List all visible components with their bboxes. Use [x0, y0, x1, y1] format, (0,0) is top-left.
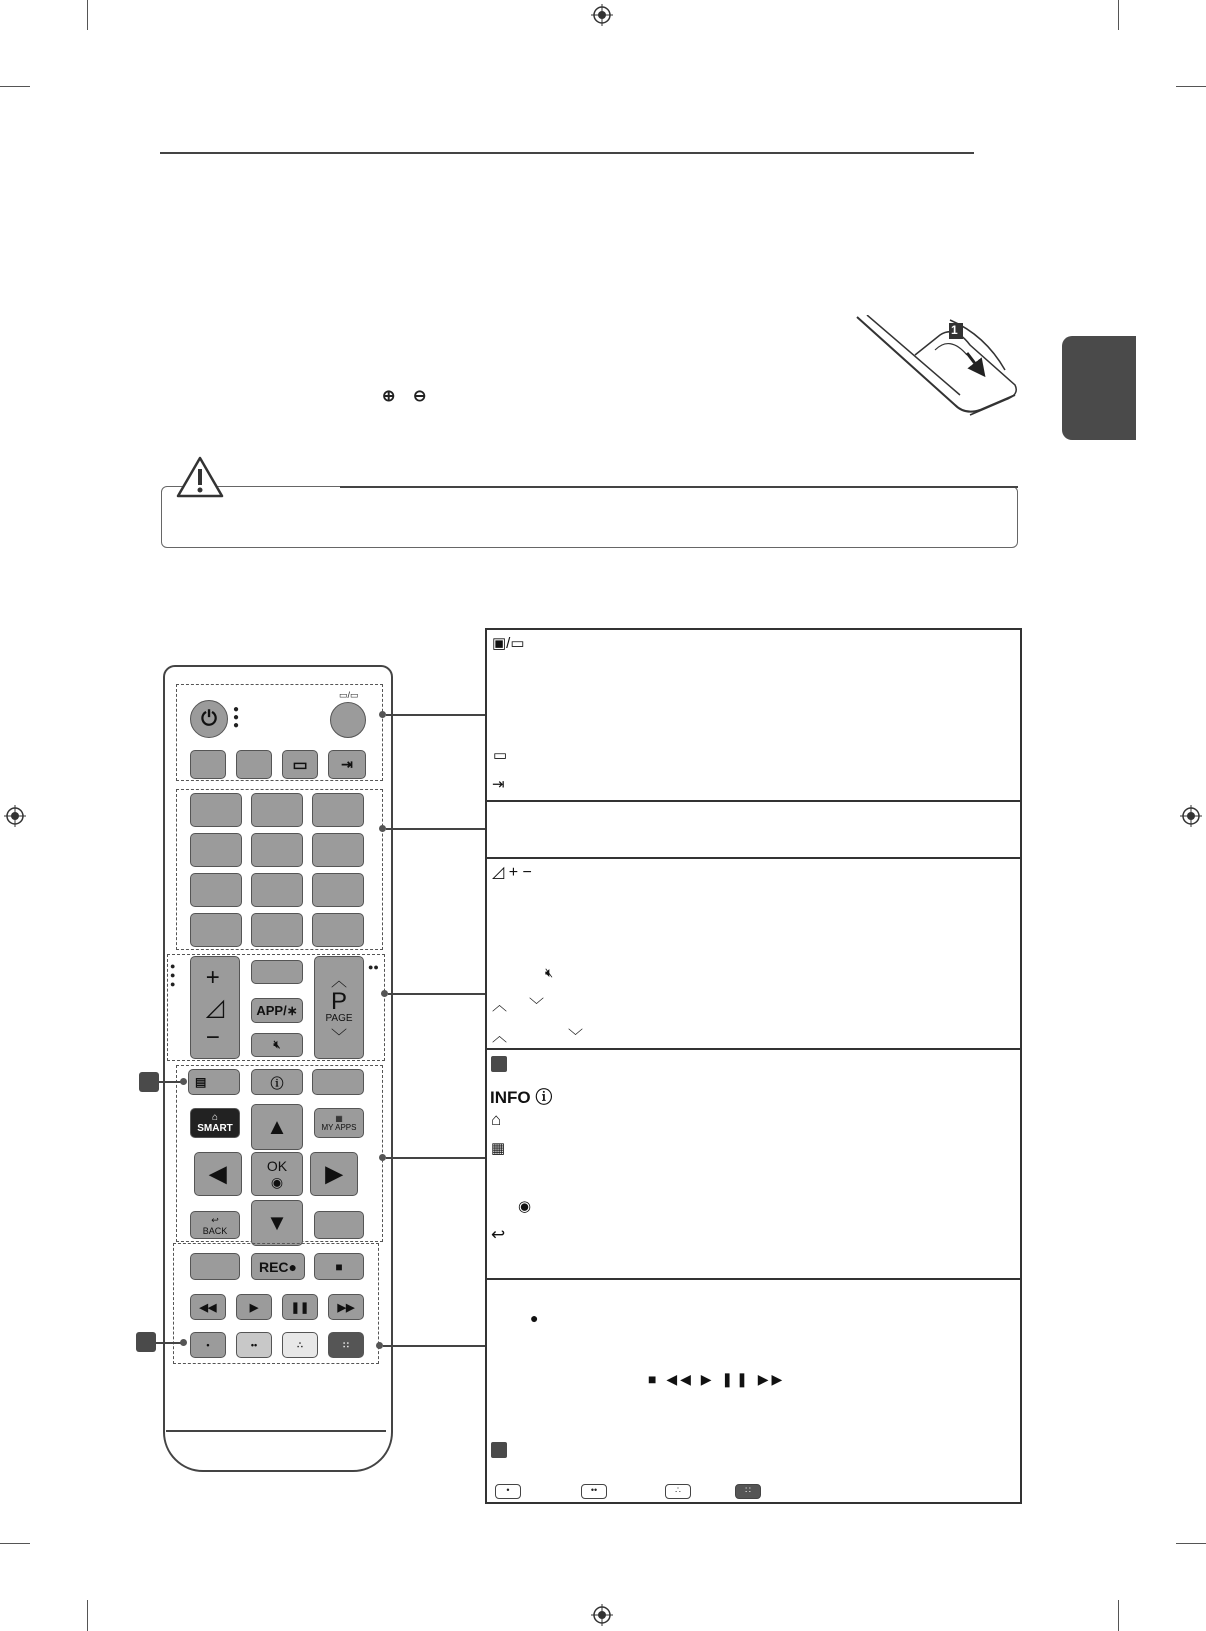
wheel-icon: ◉ — [518, 1198, 532, 1215]
back-button[interactable] — [190, 1211, 240, 1239]
table-row-divider — [485, 800, 1022, 802]
my-apps-label: MY APPS — [321, 1123, 357, 1132]
number-key[interactable] — [190, 873, 242, 907]
table-row-divider — [485, 1048, 1022, 1050]
number-key[interactable] — [251, 833, 303, 867]
info-button[interactable]: ⓘ — [251, 1069, 303, 1095]
mic-dots-icon: ● ● ● — [233, 704, 240, 731]
yellow-button[interactable]: ∴ — [282, 1332, 318, 1358]
wheel-icon: ◉ — [270, 1173, 284, 1190]
function-button-5[interactable] — [190, 1253, 240, 1280]
caution-box — [161, 486, 1018, 548]
number-key[interactable] — [312, 873, 364, 907]
number-key[interactable] — [312, 913, 364, 947]
number-key[interactable] — [312, 833, 364, 867]
guide-button[interactable] — [251, 960, 303, 984]
chevron-down-icon: ﹀ — [330, 1029, 347, 1046]
side-label-box — [139, 1072, 159, 1092]
registration-mark-icon — [591, 4, 613, 26]
tv-rad-button[interactable] — [330, 702, 366, 738]
grid-icon: ▦ — [335, 1114, 343, 1123]
crop-mark — [87, 0, 88, 30]
blue-button-icon: ∷ — [735, 1484, 761, 1499]
registration-mark-icon — [1180, 805, 1202, 827]
section-tab — [1062, 336, 1136, 440]
volume-rocker[interactable]: + ◿ − — [190, 956, 240, 1059]
green-button[interactable]: •• — [236, 1332, 272, 1358]
power-button[interactable]: ⏻ — [190, 700, 228, 738]
leader-line — [383, 1345, 486, 1347]
leader-dot — [180, 1339, 187, 1346]
dots-icon: ●● — [368, 962, 379, 972]
caution-rule — [340, 486, 1018, 488]
screen-icon: ▭ — [493, 747, 508, 764]
red-button[interactable]: • — [190, 1332, 226, 1358]
play-button[interactable]: ▶ — [236, 1294, 272, 1320]
header-rule — [160, 152, 974, 154]
pause-button[interactable]: ❚❚ — [282, 1294, 318, 1320]
leader-line — [386, 1157, 486, 1159]
step-number: 1 — [951, 323, 958, 337]
blue-button[interactable]: ∷ — [328, 1332, 364, 1358]
page-label: PAGE — [325, 1013, 353, 1024]
mute-button[interactable]: 🔇︎ — [251, 1033, 303, 1057]
input-button[interactable]: ⇥ — [328, 750, 366, 779]
leader-dot — [379, 1154, 386, 1161]
function-button-1[interactable] — [190, 750, 226, 779]
warning-triangle-icon — [176, 456, 224, 498]
plus-polarity-icon: ⊕ — [382, 388, 396, 405]
crop-mark — [1118, 1600, 1119, 1631]
chevron-up-icon: ︿ — [330, 973, 347, 990]
tv-rad-icon: ▭/▭ — [339, 690, 359, 700]
table-row-divider — [485, 857, 1022, 859]
smart-label: SMART — [197, 1123, 233, 1134]
my-apps-button[interactable] — [314, 1108, 364, 1138]
stop-button[interactable]: ■ — [314, 1253, 364, 1280]
leader-dot — [180, 1078, 187, 1085]
back-arrow-icon: ↩ — [211, 1214, 219, 1225]
minus-polarity-icon: ⊖ — [413, 388, 427, 405]
leader-dot — [379, 825, 386, 832]
leader-dot — [376, 1342, 383, 1349]
label-square-icon — [491, 1056, 507, 1072]
up-arrow-button[interactable]: ▲ — [251, 1104, 303, 1150]
leader-line — [386, 714, 486, 716]
home-icon: ⌂ — [491, 1110, 502, 1129]
registration-mark-icon — [4, 805, 26, 827]
label-square-icon — [491, 1442, 507, 1458]
yellow-button-icon: ∴ — [665, 1484, 691, 1499]
battery-cover-illustration — [855, 315, 1025, 430]
crop-mark — [0, 86, 30, 87]
function-button-2[interactable] — [236, 750, 272, 779]
number-key[interactable] — [251, 913, 303, 947]
app-button[interactable]: APP/∗ — [251, 998, 303, 1023]
screen-button[interactable]: ▭ — [282, 750, 318, 779]
crop-mark — [0, 1543, 30, 1544]
leader-line — [386, 828, 486, 830]
ok-button[interactable] — [251, 1152, 303, 1196]
home-icon: ⌂ — [211, 1112, 219, 1123]
green-button-icon: •• — [581, 1484, 607, 1499]
teletext-button[interactable]: ▤ — [188, 1069, 240, 1095]
page-rocker[interactable] — [314, 956, 364, 1059]
info-label: INFO ⓘ — [490, 1088, 553, 1107]
fast-forward-button[interactable]: ▶▶ — [328, 1294, 364, 1320]
number-key[interactable] — [190, 913, 242, 947]
back-label: BACK — [202, 1225, 228, 1236]
dots-icon: ● ● ● — [170, 961, 176, 989]
crop-mark — [1176, 86, 1206, 87]
number-key[interactable] — [251, 793, 303, 827]
crop-mark — [87, 1600, 88, 1631]
ok-label: OK — [266, 1157, 288, 1174]
leader-dot — [381, 990, 388, 997]
input-icon: ⇥ — [492, 776, 505, 793]
rec-button[interactable]: REC● — [251, 1253, 305, 1280]
function-button-3[interactable] — [312, 1069, 364, 1095]
crop-mark — [1118, 0, 1119, 30]
playback-icons: ■ ◀◀ ▶ ❚❚ ▶▶ — [648, 1371, 786, 1387]
chevron-up-icon: ︿ — [492, 1028, 508, 1045]
remote-bottom-edge — [166, 1430, 386, 1472]
number-key[interactable] — [190, 833, 242, 867]
red-button-icon: • — [495, 1484, 521, 1499]
leader-line — [388, 993, 486, 995]
down-arrow-button[interactable]: ▼ — [251, 1200, 303, 1246]
back-arrow-icon: ↩ — [491, 1225, 506, 1244]
volume-plus-minus-icon: ◿ + − — [492, 864, 532, 881]
mute-icon: 🔇︎ — [545, 965, 554, 980]
chevron-down-icon: ﹀ — [568, 1028, 584, 1045]
left-arrow-button[interactable]: ◀ — [194, 1152, 242, 1196]
leader-dot — [379, 711, 386, 718]
number-key[interactable] — [251, 873, 303, 907]
chevron-down-icon: ﹀ — [529, 997, 545, 1014]
tv-rad-icon: ▣/▭ — [492, 635, 525, 652]
crop-mark — [1176, 1543, 1206, 1544]
function-button-4[interactable] — [314, 1211, 364, 1239]
table-row-divider — [485, 1278, 1022, 1280]
rewind-button[interactable]: ◀◀ — [190, 1294, 226, 1320]
number-key[interactable] — [312, 793, 364, 827]
side-label-box — [136, 1332, 156, 1352]
registration-mark-icon — [591, 1604, 613, 1626]
record-dot-icon: ● — [530, 1310, 539, 1326]
chevron-up-icon: ︿ — [492, 997, 508, 1014]
right-arrow-button[interactable]: ▶ — [310, 1152, 358, 1196]
p-label: P — [330, 988, 347, 1015]
smart-button[interactable] — [190, 1108, 240, 1138]
number-key[interactable] — [190, 793, 242, 827]
grid-icon: ▦ — [491, 1140, 506, 1157]
